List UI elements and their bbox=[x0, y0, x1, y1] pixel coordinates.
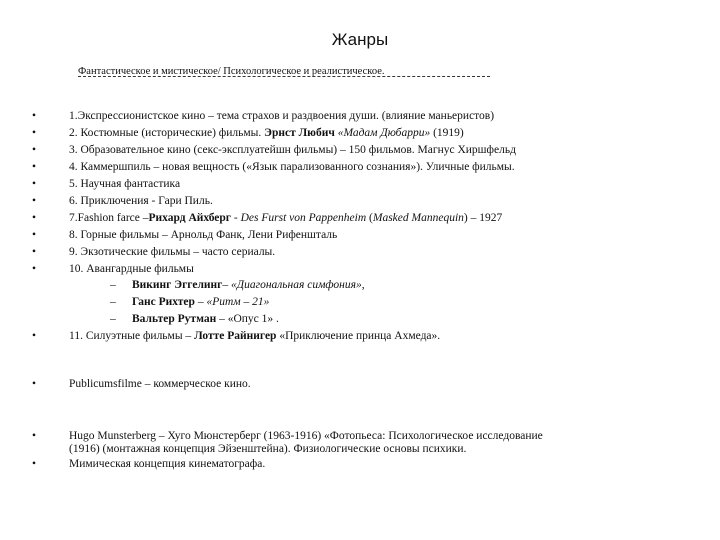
bullet-icon: • bbox=[32, 178, 37, 190]
bullet-icon: • bbox=[32, 161, 37, 173]
bullet-icon: • bbox=[32, 378, 37, 390]
divider bbox=[78, 76, 490, 77]
bullet-icon: • bbox=[32, 330, 37, 342]
bullet-icon: • bbox=[32, 212, 37, 224]
bullet-icon: • bbox=[32, 110, 37, 122]
bullet-icon: • bbox=[32, 144, 37, 156]
bullet-icon: • bbox=[32, 263, 37, 275]
page-title: Жанры bbox=[331, 30, 389, 49]
page-subtitle: Фантастическое и мистическое/ Психологическое и реалистическое. bbox=[78, 66, 385, 77]
bullet-icon: • bbox=[32, 127, 37, 139]
bullet-icon: • bbox=[32, 458, 37, 470]
bullet-icon: • bbox=[32, 246, 37, 258]
bullet-icon: • bbox=[32, 430, 37, 442]
bullet-icon: • bbox=[32, 195, 37, 207]
bullet-icon: • bbox=[32, 229, 37, 241]
